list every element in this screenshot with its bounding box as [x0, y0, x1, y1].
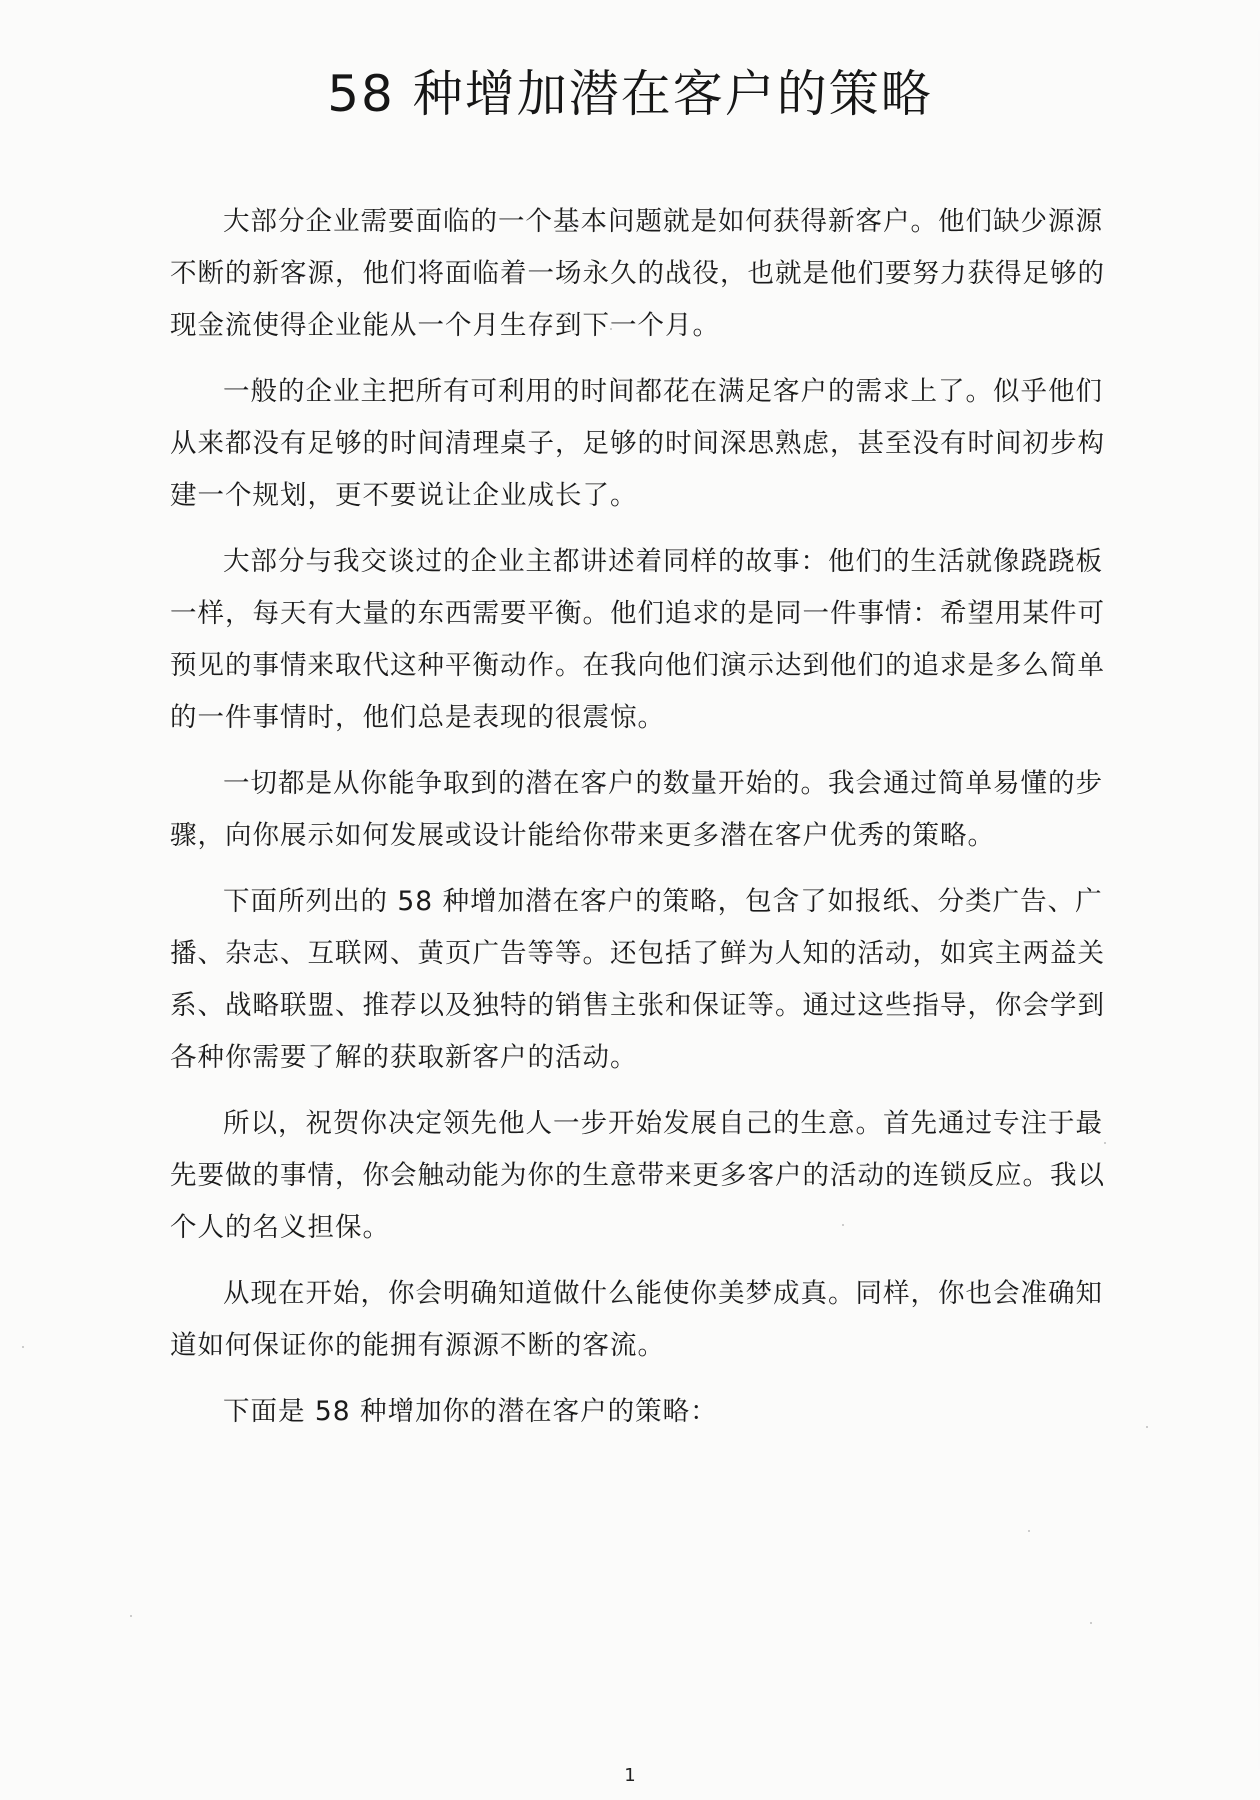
- document-title: 58 种增加潜在客户的策略: [327, 64, 933, 123]
- scan-speck: [22, 1346, 24, 1348]
- scan-speck: [1090, 1622, 1092, 1624]
- document-body: [170, 196, 1115, 1452]
- paragraph: 下面所列出的 58 种增加潜在客户的策略，包含了如报纸、分类广告、广播、杂志、互联网、黄页广告等等。还包括了鲜为人知的活动，如宾主两益关系、战略联盟、推荐以及独特的销售主张和保证等。通过这些指导，你会学到各种你需要了解的获取新客户的活动。: [170, 886, 1105, 1073]
- page-number: 1: [624, 1765, 636, 1786]
- paragraph: 一切都是从你能争取到的潜在客户的数量开始的。我会通过简单易懂的步骤，向你展示如何发展或设计能给你带来更多潜在客户优秀的策略。: [170, 768, 1103, 851]
- paragraph: 一般的企业主把所有可利用的时间都花在满足客户的需求上了。似乎他们从来都没有足够的时间清理桌子，足够的时间深思熟虑，甚至没有时间初步构建一个规划，更不要说让企业成长了。: [170, 376, 1105, 511]
- paragraph: 下面是 58 种增加你的潜在客户的策略：: [223, 1396, 718, 1427]
- paragraph: 大部分企业需要面临的一个基本问题就是如何获得新客户。他们缺少源源不断的新客源，他们将面临着一场永久的战役，也就是他们要努力获得足够的现金流使得企业能从一个月生存到下一个月。: [170, 206, 1105, 341]
- scan-speck: [1146, 1426, 1148, 1428]
- scan-speck: [130, 1615, 132, 1617]
- paragraph: 所以，祝贺你决定领先他人一步开始发展自己的生意。首先通过专注于最先要做的事情，你会触动能为你的生意带来更多客户的活动的连锁反应。我以个人的名义担保。: [170, 1108, 1105, 1243]
- paragraph: 从现在开始，你会明确知道做什么能使你美梦成真。同样，你也会准确知道如何保证你的能拥有源源不断的客流。: [170, 1278, 1103, 1361]
- paragraph: 大部分与我交谈过的企业主都讲述着同样的故事：他们的生活就像跷跷板一样，每天有大量的东西需要平衡。他们追求的是同一件事情：希望用某件可预见的事情来取代这种平衡动作。在我向他们演示达到他们的追求是多么简单的一件事情时，他们总是表现的很震惊。: [170, 546, 1105, 733]
- scan-speck: [1028, 1530, 1030, 1532]
